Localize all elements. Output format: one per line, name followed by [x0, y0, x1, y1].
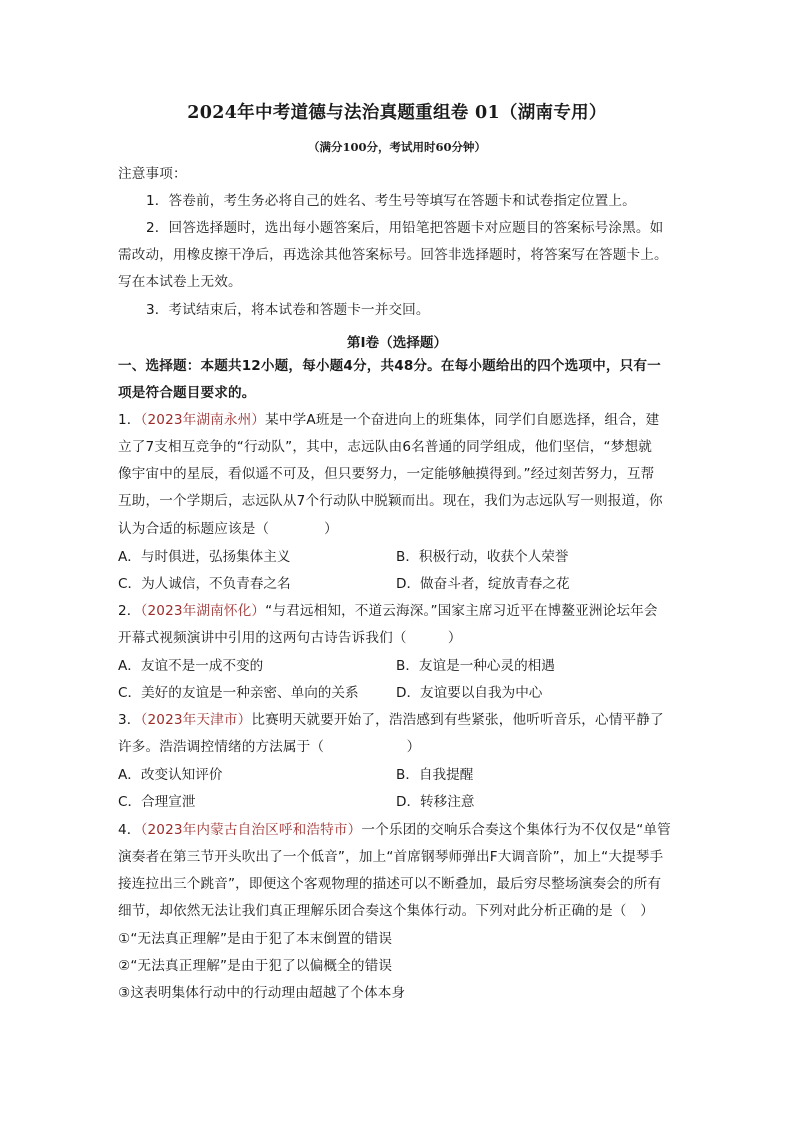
question-4-line-3: 接连拉出三个跳音”，即便这个客观物理的描述可以不断叠加，最后穷尽整场演奏会的所有: [118, 876, 662, 892]
question-source: （2023年内蒙古自治区呼和浩特市）: [140, 822, 362, 838]
question-2-line-2: 开幕式视频演讲中引用的这两句古诗告诉我们（ ）: [118, 630, 462, 646]
question-text: “与君远相知，不道云海深。”国家主席习近平在博鳌亚洲论坛年会: [265, 603, 658, 619]
question-1-line-5: 认为合适的标题应该是（ ）: [118, 521, 338, 537]
notice-item-2-line-3: 写在本试卷上无效。: [118, 274, 242, 290]
question-3-option-a: A．改变认知评价: [118, 767, 223, 783]
question-number: 1．: [118, 412, 141, 428]
notice-item-2-line-2: 需改动，用橡皮擦干净后，再选涂其他答案标号。回答非选择题时，将答案写在答题卡上。: [118, 247, 668, 263]
notice-item-1: 1．答卷前，考生务必将自己的姓名、考生号等填写在答题卡和试卷指定位置上。: [146, 193, 636, 209]
question-source: （2023年湖南怀化）: [140, 603, 266, 619]
question-1-line-4: 互助，一个学期后，志远队从7个行动队中脱颖而出。现在，我们为志远队写一则报道，你: [118, 493, 663, 509]
question-3-option-b: B．自我提醒: [396, 767, 474, 783]
question-number: 4．: [118, 822, 141, 838]
notice-heading: 注意事项：: [118, 166, 187, 182]
question-4-line-1: [118, 822, 678, 838]
question-2-option-b: B．友谊是一种心灵的相遇: [396, 658, 555, 674]
question-1-option-b: B．积极行动，收获个人荣誉: [396, 549, 569, 565]
question-2-line-1: [118, 603, 678, 619]
page-subtitle: （满分100分，考试用时60分钟）: [307, 140, 486, 154]
question-3-option-d: D．转移注意: [396, 794, 475, 810]
question-3-line-1: [118, 712, 678, 728]
question-4-line-2: 演奏者在第三节开头吹出了一个低音”，加上“首席钢琴师弹出F大调音阶”，加上“大提琴手: [118, 849, 664, 865]
question-4-statement-1: ①“无法真正理解”是由于犯了本末倒置的错误: [118, 931, 393, 947]
question-2-option-c: C．美好的友谊是一种亲密、单向的关系: [118, 685, 359, 701]
question-1-option-d: D．做奋斗者，绽放青春之花: [396, 576, 570, 592]
question-number: 3．: [118, 712, 141, 728]
part1-instruction-line-1: 一、选择题：本题共12小题，每小题4分，共48分。在每小题给出的四个选项中，只有一: [118, 358, 661, 374]
question-text: 一个乐团的交响乐合奏这个集体行为不仅仅是“单管: [361, 822, 671, 838]
question-source: （2023年湖南永州）: [140, 412, 266, 428]
question-1-line-1: [118, 412, 678, 428]
part1-instruction-line-2: 项是符合题目要求的。: [118, 385, 256, 401]
question-4-statement-3: ③这表明集体行动中的行动理由超越了个体本身: [118, 985, 406, 1001]
question-source: （2023年天津市）: [140, 712, 252, 728]
question-number: 2．: [118, 603, 141, 619]
question-2-option-a: A．友谊不是一成不变的: [118, 658, 264, 674]
question-4-line-4: 细节，却依然无法让我们真正理解乐团合奏这个集体行动。下列对此分析正确的是（ ）: [118, 903, 655, 919]
question-4-statement-2: ②“无法真正理解”是由于犯了以偏概全的错误: [118, 958, 393, 974]
question-3-line-2: 许多。浩浩调控情绪的方法属于（ ）: [118, 739, 421, 755]
question-1-option-a: A．与时俱进，弘扬集体主义: [118, 549, 291, 565]
question-2-option-d: D．友谊要以自我为中心: [396, 685, 543, 701]
section-heading: 第Ⅰ卷（选择题）: [346, 335, 448, 351]
question-1-line-3: 像宇宙中的星辰，看似遥不可及，但只要努力，一定能够触摸得到。”经过刻苦努力，互帮: [118, 466, 655, 482]
notice-item-2-line-1: 2．回答选择题时，选出每小题答案后，用铅笔把答题卡对应题目的答案标号涂黑。如: [146, 220, 664, 236]
notice-item-3: 3．考试结束后，将本试卷和答题卡一并交回。: [146, 302, 430, 318]
question-text: 某中学A班是一个奋进向上的班集体，同学们自愿选择，组合，建: [265, 412, 660, 428]
question-text: 比赛明天就要开始了，浩浩感到有些紧张，他听听音乐，心情平静了: [251, 712, 664, 728]
page-title: 2024年中考道德与法治真题重组卷 01（湖南专用）: [187, 103, 607, 123]
question-3-option-c: C．合理宣泄: [118, 794, 196, 810]
question-1-line-2: 立了7支相互竞争的“行动队”，其中，志远队由6名普通的同学组成，他们坚信，“梦想就: [118, 439, 652, 455]
question-1-option-c: C．为人诚信，不负青春之名: [118, 576, 291, 592]
